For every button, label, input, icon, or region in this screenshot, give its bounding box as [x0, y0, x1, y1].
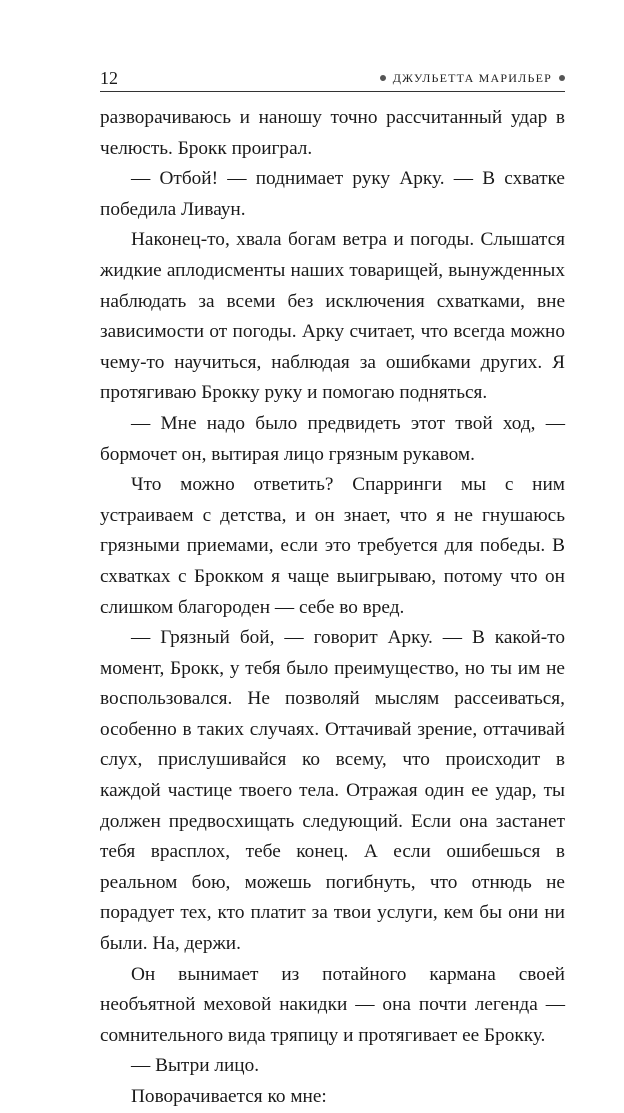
paragraph: — Мне надо было предвидеть этот твой ход, — бормочет он, вытирая лицо грязным рукавом.	[100, 412, 565, 465]
page-number: 12	[100, 68, 118, 88]
paragraph: разворачиваюсь и наношу точно рассчитанный удар в челюсть. Брокк проиграл.	[100, 107, 565, 159]
page-header	[100, 66, 565, 90]
ornament-dot-left-icon	[380, 75, 386, 81]
paragraph: Поворачивается ко мне:	[131, 1086, 327, 1107]
ornament-dot-right-icon	[559, 75, 565, 81]
author-name: ДЖУЛЬЕТТА МАРИЛЬЕР	[392, 71, 552, 85]
paragraph: Он вынимает из потайного кармана своей необъятной меховой накидки — она почти легенда — сомнительного вида тряпицу и протягивает ее Брокку.	[100, 963, 565, 1046]
paragraph: — Вытри лицо.	[131, 1055, 260, 1077]
paragraph: Наконец-то, хвала богам ветра и погоды. Слышатся жидкие аплодисменты наших товарищей, вынужденных наблюдать за всеми без исключения схватками, вне зависимости от погоды. Арку считает, что всегда можно чему-то научиться, наблюдая за ошибками других. Я протягиваю Брокку руку и помогаю подняться.	[100, 229, 565, 404]
paragraph: — Отбой! — поднимает руку Арку. — В схватке победила Ливаун.	[100, 168, 565, 220]
paragraph: Что можно ответить? Спарринги мы с ним устраиваем с детства, и он знает, что я не гнушаюсь грязными приемами, если это требуется для победы. В схватках с Брокком я чаще выигрываю, потому что он слишком благороден — себе во вред.	[100, 474, 565, 618]
body-text	[100, 103, 565, 1113]
running-head	[380, 66, 565, 90]
paragraph: — Грязный бой, — говорит Арку. — В какой-то момент, Брокк, у тебя было преимущество, но ты им не воспользовался. Не позволяй мыслям рассеиваться, особенно в таких случаях. Оттачивай зрение, оттачивай слух, прислушивайся ко всему, что происходит в каждой частице твоего тела. Отражая один ее удар, ты должен предвосхищать следующий. Если она застанет тебя врасплох, тебе конец. А если ошибешься в реальном бою, можешь погибнуть, что отнюдь не порадует тех, кто платит за твои услуги, кем бы они ни были. На, держи.	[100, 627, 565, 955]
header-rule	[100, 91, 565, 92]
